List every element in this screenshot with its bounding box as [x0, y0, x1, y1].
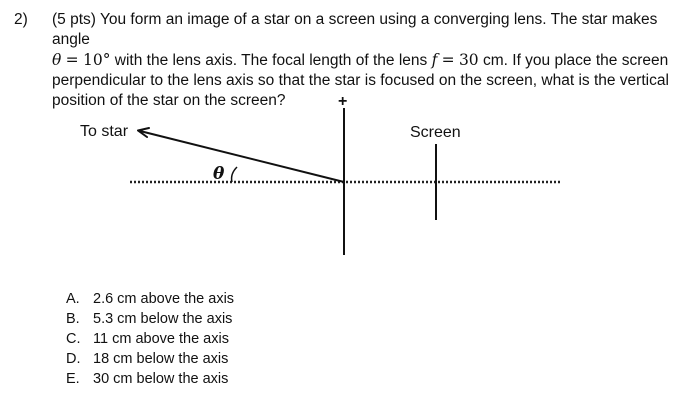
theta-symbol: θ — [52, 51, 62, 69]
choice-letter: A. — [66, 291, 80, 307]
choice-d[interactable] — [66, 349, 234, 369]
star-ray-line — [140, 131, 344, 182]
lens-diagram — [0, 90, 700, 265]
question-text-part2: with the lens axis. The focal length of the lens — [114, 52, 428, 69]
equals-sign-2: = — [441, 51, 455, 69]
choice-c[interactable] — [66, 329, 234, 349]
theta-angle-arc — [232, 167, 237, 182]
choice-a[interactable] — [66, 289, 234, 309]
question-text-part1: You form an image of a star on a screen using a converging lens. The star makes angle — [52, 11, 658, 48]
choice-text: 2.6 cm above the axis — [93, 291, 235, 307]
choice-letter: B. — [66, 311, 80, 327]
choice-e[interactable] — [66, 369, 234, 389]
plus-label: + — [338, 93, 348, 110]
theta-label: θ — [213, 164, 225, 184]
choice-letter: D. — [66, 351, 81, 367]
choice-text: 11 cm above the axis — [93, 331, 229, 347]
answer-choices — [66, 289, 234, 389]
question-points: (5 pts) — [52, 11, 96, 28]
choice-text: 18 cm below the axis — [93, 351, 229, 367]
choice-text: 5.3 cm below the axis — [93, 311, 233, 327]
screen-label: Screen — [410, 124, 461, 141]
to-star-label: To star — [80, 123, 129, 140]
equals-sign: = — [65, 51, 79, 69]
choice-letter: C. — [66, 331, 81, 347]
choice-letter: E. — [66, 371, 80, 387]
angle-value: 10° — [82, 51, 111, 69]
focal-unit: cm. — [482, 52, 508, 69]
question-number: 2) — [14, 11, 28, 28]
question-text-part3: If you place the screen perpendicular to the lens axis so that the star is focused on the screen, what is the vertical position of the star on the screen? — [52, 52, 669, 109]
focal-value: 30 — [458, 51, 479, 69]
choice-text: 30 cm below the axis — [93, 371, 229, 387]
focal-symbol: f — [431, 51, 438, 69]
choice-b[interactable] — [66, 309, 234, 329]
